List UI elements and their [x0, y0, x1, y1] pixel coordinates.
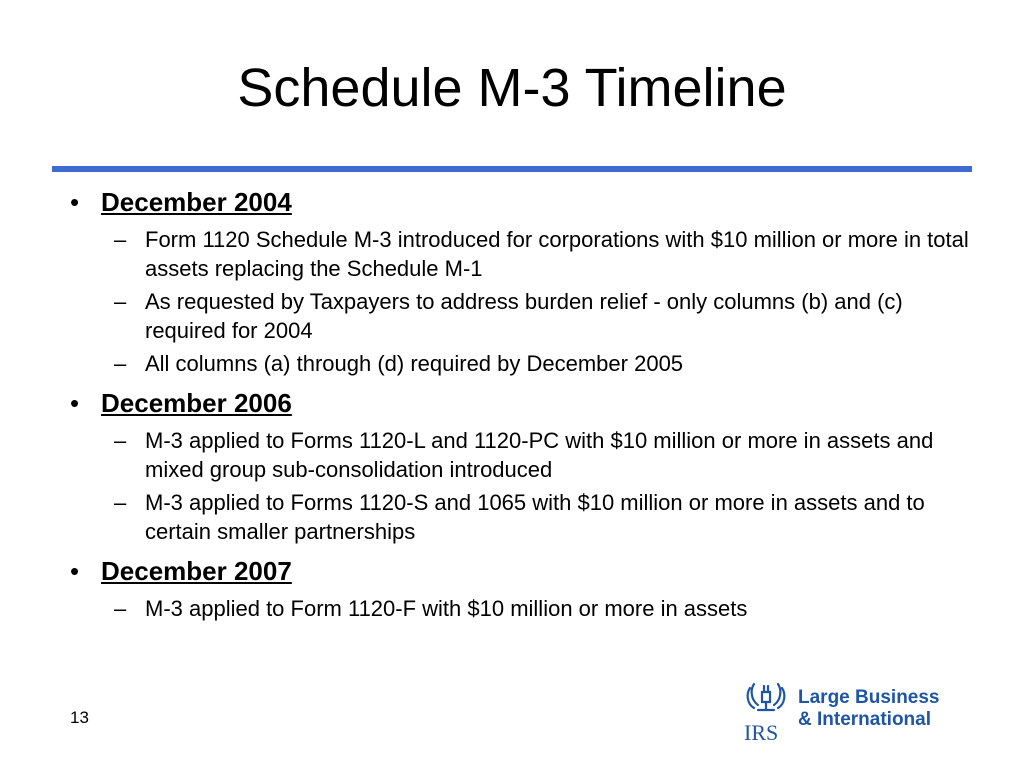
page-number: 13 [70, 708, 89, 727]
dash-glyph: – [114, 351, 127, 376]
division-name-line2: & International [798, 709, 932, 730]
item-text: Form 1120 Schedule M-3 introduced for corporations with $10 million or more in total assets replacing the Schedule M-1 [145, 227, 969, 281]
dash-glyph: – [114, 289, 127, 314]
slide-body [60, 183, 980, 629]
section-items [101, 594, 980, 623]
title-divider [52, 166, 972, 172]
item-text: As requested by Taxpayers to address burden relief - only columns (b) and (c) required for 2004 [145, 289, 903, 343]
irs-logo-text: IRS [744, 720, 779, 744]
irs-eagle-icon [742, 678, 798, 744]
slide-title: Schedule M-3 Timeline [237, 58, 787, 118]
bullet-glyph: • [70, 556, 80, 586]
bullet-glyph: • [70, 388, 80, 418]
timeline-list [60, 183, 980, 623]
item-text: M-3 applied to Form 1120-F with $10 million or more in assets [145, 596, 748, 621]
item-text: All columns (a) through (d) required by December 2005 [145, 351, 684, 376]
section-items [101, 225, 980, 378]
item-text: M-3 applied to Forms 1120-S and 1065 with $10 million or more in assets and to certain smaller partnerships [145, 490, 925, 544]
list-item [101, 594, 980, 623]
item-text: M-3 applied to Forms 1120-L and 1120-PC with $10 million or more in assets and mixed group sub-consolidation introduced [145, 428, 934, 482]
division-name-line1: Large Business [798, 687, 940, 708]
list-item [101, 287, 980, 345]
list-item [101, 349, 980, 378]
dash-glyph: – [114, 490, 127, 515]
list-item [101, 488, 980, 546]
list-item [101, 426, 980, 484]
section-heading: December 2007 [101, 556, 292, 586]
irs-lbi-logo [742, 678, 982, 744]
dash-glyph: – [114, 428, 127, 453]
timeline-section-2007 [60, 552, 980, 623]
dash-glyph: – [114, 227, 127, 252]
timeline-section-2004 [60, 183, 980, 378]
list-item [101, 225, 980, 283]
bullet-glyph: • [70, 187, 80, 217]
timeline-section-2006 [60, 384, 980, 546]
section-items [101, 426, 980, 546]
section-heading: December 2004 [101, 187, 292, 217]
section-heading: December 2006 [101, 388, 292, 418]
division-name [798, 687, 940, 731]
dash-glyph: – [114, 596, 127, 621]
